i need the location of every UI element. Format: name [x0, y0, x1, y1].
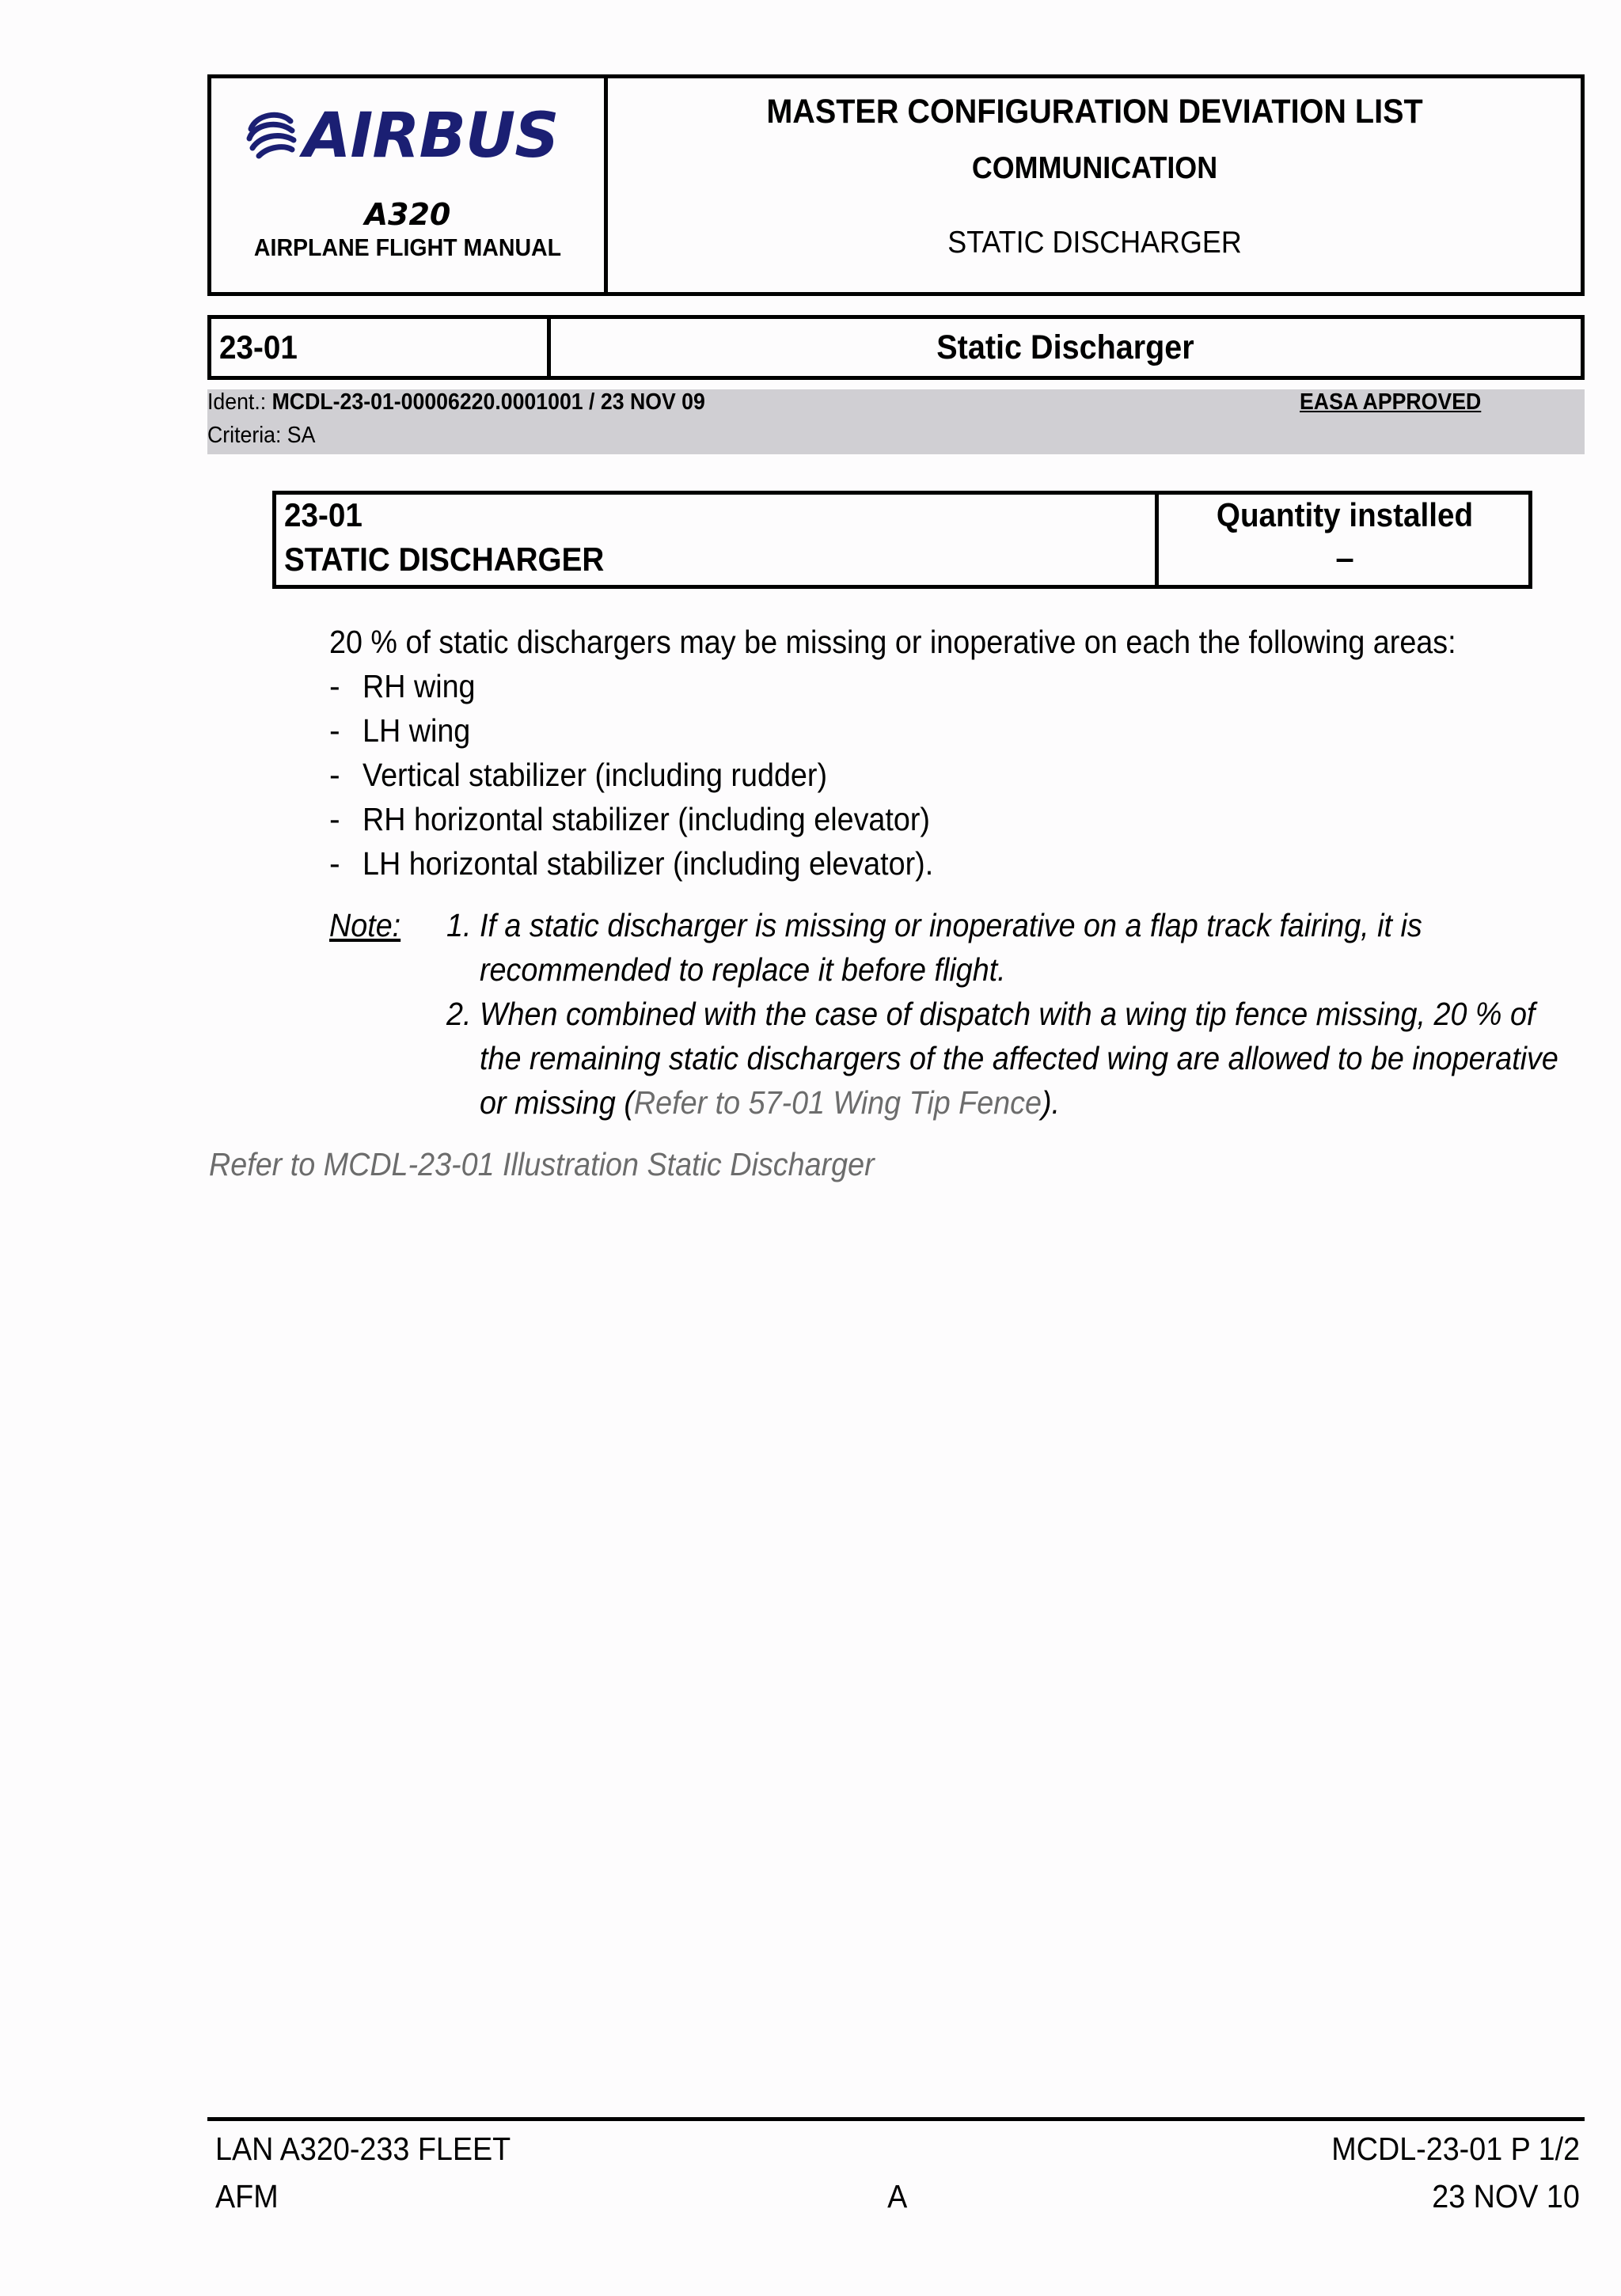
document-header [207, 74, 1585, 296]
chapter-title: COMMUNICATION [971, 151, 1218, 185]
item-name: STATIC DISCHARGER [284, 541, 605, 578]
ident-band [207, 389, 1585, 454]
item-box [272, 491, 1532, 589]
illustration-reference-link[interactable]: Refer to MCDL-23-01 Illustration Static Discharger [209, 1146, 875, 1182]
header-divider [604, 78, 608, 292]
note-2-prefix: or missing ( [480, 1084, 634, 1121]
list-bullet: - [329, 845, 340, 882]
ident-line [207, 389, 705, 416]
airbus-logo [243, 101, 575, 172]
item-code: 23-01 [284, 496, 363, 533]
aircraft-model: A320 [364, 197, 451, 232]
wing-tip-fence-link[interactable]: Refer to 57-01 Wing Tip Fence [633, 1084, 1042, 1121]
note-1-line-1: 1. If a static discharger is missing or inoperative on a flap track fairing, it is [446, 907, 1422, 943]
list-bullet: - [329, 712, 340, 749]
list-item: RH wing [363, 668, 476, 704]
ident-label: Ident.: [207, 389, 272, 415]
ident-value: MCDL-23-01-00006220.0001001 / 23 NOV 09 [271, 389, 705, 415]
document-title: MASTER CONFIGURATION DEVIATION LIST [766, 93, 1423, 131]
criteria: Criteria: SA [207, 423, 316, 448]
note-2-suffix: ). [1042, 1084, 1061, 1121]
title-text: Static Discharger [936, 328, 1194, 366]
manual-name: AIRPLANE FLIGHT MANUAL [253, 233, 562, 261]
intro-text: 20 % of static dischargers may be missing or inoperative on each the following areas: [329, 624, 1456, 660]
title-code: 23-01 [219, 328, 298, 366]
note-2-line-1: 2. When combined with the case of dispatch with a wing tip fence missing, 20 % of [446, 996, 1536, 1032]
note-label: Note: [329, 907, 401, 943]
quantity-label: Quantity installed [1216, 496, 1474, 533]
list-item: RH horizontal stabilizer (including elevator) [363, 801, 930, 837]
list-item: LH wing [363, 712, 471, 749]
approval-status: EASA APPROVED [1300, 389, 1482, 415]
title-bar-divider [547, 319, 551, 376]
title-bar [207, 315, 1585, 380]
footer-date: 23 NOV 10 [1432, 2178, 1580, 2214]
note-2-line-2: the remaining static dischargers of the affected wing are allowed to be inoperative [480, 1040, 1558, 1076]
list-bullet: - [329, 801, 340, 837]
brand-name: AIRBUS [303, 101, 559, 172]
note-2-line-3 [480, 1084, 1060, 1121]
footer-page-ref: MCDL-23-01 P 1/2 [1331, 2131, 1580, 2167]
footer-rule [207, 2117, 1585, 2121]
section-title: STATIC DISCHARGER [947, 226, 1242, 260]
note-1-line-2: recommended to replace it before flight. [480, 951, 1006, 988]
list-bullet: - [329, 757, 340, 793]
list-item: Vertical stabilizer (including rudder) [363, 757, 828, 793]
quantity-value: – [1335, 539, 1354, 576]
list-item: LH horizontal stabilizer (including elevator). [363, 845, 934, 882]
airbus-swirl-icon [243, 105, 300, 162]
footer-doc-type: AFM [215, 2178, 279, 2214]
footer-revision: A [887, 2178, 908, 2214]
footer-fleet: LAN A320-233 FLEET [215, 2131, 511, 2167]
list-bullet: - [329, 668, 340, 704]
